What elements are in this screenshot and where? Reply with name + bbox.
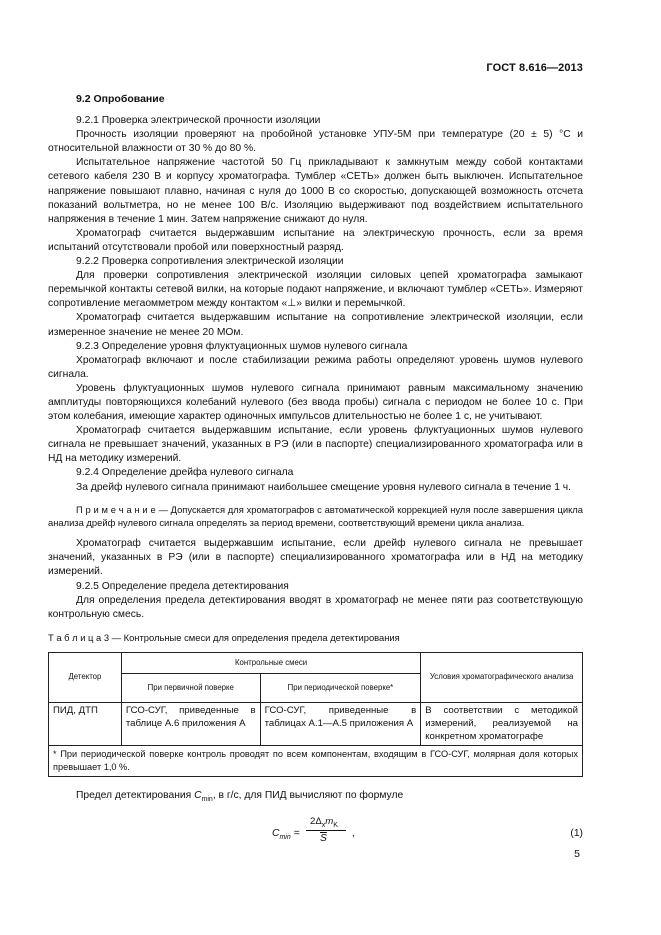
formula-num-m: m — [325, 815, 334, 827]
formula-1 — [48, 815, 583, 855]
paragraph: Хроматограф считается выдержавшим испытание, если уровень флуктуационных шумов нулевого сигнала не превышает значений, указанных в РЭ (или в паспорте) специализированного хроматографа или в НД на методику измерений. — [48, 425, 583, 465]
table-footnote: * При периодической поверке контроль проводят по всем компонентам, входящим в ГСО-СУГ, молярная доля которых превышает 1,0 %. — [49, 746, 583, 777]
formula-intro — [48, 789, 583, 807]
paragraph: Уровень флуктуационных шумов нулевого сигнала принимают равным максимальному значению амплитуды повторяющихся колебаний нулевого (без ввода пробы) сигнала с периодом не более 10 с. При этом колебания, имеющие характер одиночных импульсов длительностью не более 1 с, не учитывают. — [48, 382, 583, 423]
header-periodic: При периодической поверке* — [260, 674, 421, 703]
header-detector: Детектор — [49, 652, 122, 703]
table-row — [49, 703, 583, 746]
standard-header: ГОСТ 8.616—2013 — [486, 62, 583, 74]
formula-lhs-symbol: C — [272, 827, 280, 839]
formula-lhs-sub: min — [279, 834, 291, 842]
formula-num-sub1: x — [321, 821, 326, 829]
formula-equals: = — [290, 827, 300, 839]
subsection-heading: 9.2.2 Проверка сопротивления электрической изоляции — [76, 256, 344, 268]
formula-symbol: C — [194, 789, 202, 801]
note-text: — Допускается для хроматографов с автоматической коррекцией нуля после завершения цикла анализа дрейф нулевого сигнала определять за период времени, соответствующий времени цикла анализа. — [48, 503, 583, 528]
table-caption — [48, 631, 583, 645]
paragraph: Для проверки сопротивления электрической изоляции силовых цепей хроматографа замыкают перемычкой контакты сетевой вилки, на которые подают напряжение, и включают тумблер «СЕТЬ». Измеряют сопротивление мегаомметром между контактом «⊥» вилки и перемычкой. — [48, 270, 583, 310]
subsection-heading: 9.2.5 Определение предела детектирования — [76, 580, 289, 592]
paragraph: За дрейф нулевого сигнала принимают наибольшее смещение уровня нулевого сигнала в течение 1 ч. — [76, 481, 572, 493]
page-number: 5 — [574, 848, 580, 860]
paragraph: Испытательное напряжение частотой 50 Гц прикладывают к замкнутым между собой контактами сетевого кабеля 230 В и корпусу хроматографа. Тумблер «СЕТЬ» должен быть выключен. Испытательное напряжение повышают плавно, начиная с нуля до 1000 В со скоростью, допускающей возможность отсчета показаний вольтметра, но не менее 100 В/с. Изоляцию выдерживают под воздействием испытательного напряжения в течение 1 мин. Затем напряжение снижают до нуля. — [48, 157, 583, 225]
paragraph: Хроматограф считается выдержавшим испытание на сопротивление электрической изоляции, если измеренное значение не менее 20 МОм. — [48, 312, 583, 338]
paragraph: Хроматограф считается выдержавшим испытание, если дрейф нулевого сигнала не превышает значений, указанных в РЭ (или в паспорте) специализированного хроматографа или в НД на методику измерений. — [48, 538, 583, 578]
cell-periodic: ГСО-СУГ, приведенные в таблицах А.1—А.5 приложения А — [260, 703, 421, 746]
formula-lhs — [272, 827, 300, 845]
header-primary: При первичной поверке — [121, 674, 260, 703]
subsection-heading: 9.2.4 Определение дрейфа нулевого сигнала — [76, 467, 294, 479]
formula-intro-text-end: , в г/с, для ПИД вычисляют по формуле — [212, 789, 404, 801]
fraction-line — [306, 830, 346, 831]
paragraph: Хроматограф считается выдержавшим испытание на электрическую прочность, если за время испытаний отсутствовали пробой или поверхностный разряд. — [48, 227, 583, 253]
formula-num-delta: 2Δ — [310, 815, 322, 827]
header-conditions: Условия хроматографического анализа — [421, 652, 583, 703]
cell-primary: ГСО-СУГ, приведенные в таблице А.6 приложения А — [121, 703, 260, 746]
formula-denominator: $\overline{S}$ — [320, 832, 327, 844]
note — [48, 503, 583, 530]
table-footnote-row — [49, 746, 583, 777]
paragraph: Для определения предела детектирования вводят в хроматограф не менее пяти раз соответствующую контрольную смесь. — [48, 594, 583, 620]
cell-detector: ПИД, ДТП — [49, 703, 122, 746]
subsection-heading: 9.2.3 Определение уровня флуктуационных шумов нулевого сигнала — [76, 340, 408, 352]
paragraph: Хроматограф включают и после стабилизации режима работы определяют уровень шумов нулевого сигнала. — [48, 354, 583, 380]
formula-intro-text: Предел детектирования — [76, 789, 195, 801]
formula-symbol-sub: min — [201, 795, 213, 803]
table-caption-text: 3 — Контрольные смеси для определения предела детектирования — [101, 631, 400, 643]
control-mixtures-table — [48, 652, 583, 777]
header-mixtures: Контрольные смеси — [121, 652, 420, 674]
formula-comma: , — [352, 827, 355, 839]
formula-number: (1) — [570, 827, 583, 839]
paragraph: Прочность изоляции проверяют на пробойной установке УПУ-5М при температуре (20 ± 5) °С и относительной влажности от 30 % до 80 %. — [48, 129, 583, 155]
formula-num-sub2: K — [333, 821, 338, 829]
cell-conditions: В соответствии с методикой измерений, реализуемой на конкретном хроматографе — [421, 703, 583, 746]
subsection-heading: 9.2.1 Проверка электрической прочности изоляции — [76, 115, 321, 127]
table-header-row — [49, 652, 583, 674]
note-label: П р и м е ч а н и е — [76, 503, 156, 515]
table-caption-label: Т а б л и ц а — [48, 631, 102, 643]
section-title: 9.2 Опробование — [76, 93, 165, 105]
page-body — [48, 92, 583, 855]
